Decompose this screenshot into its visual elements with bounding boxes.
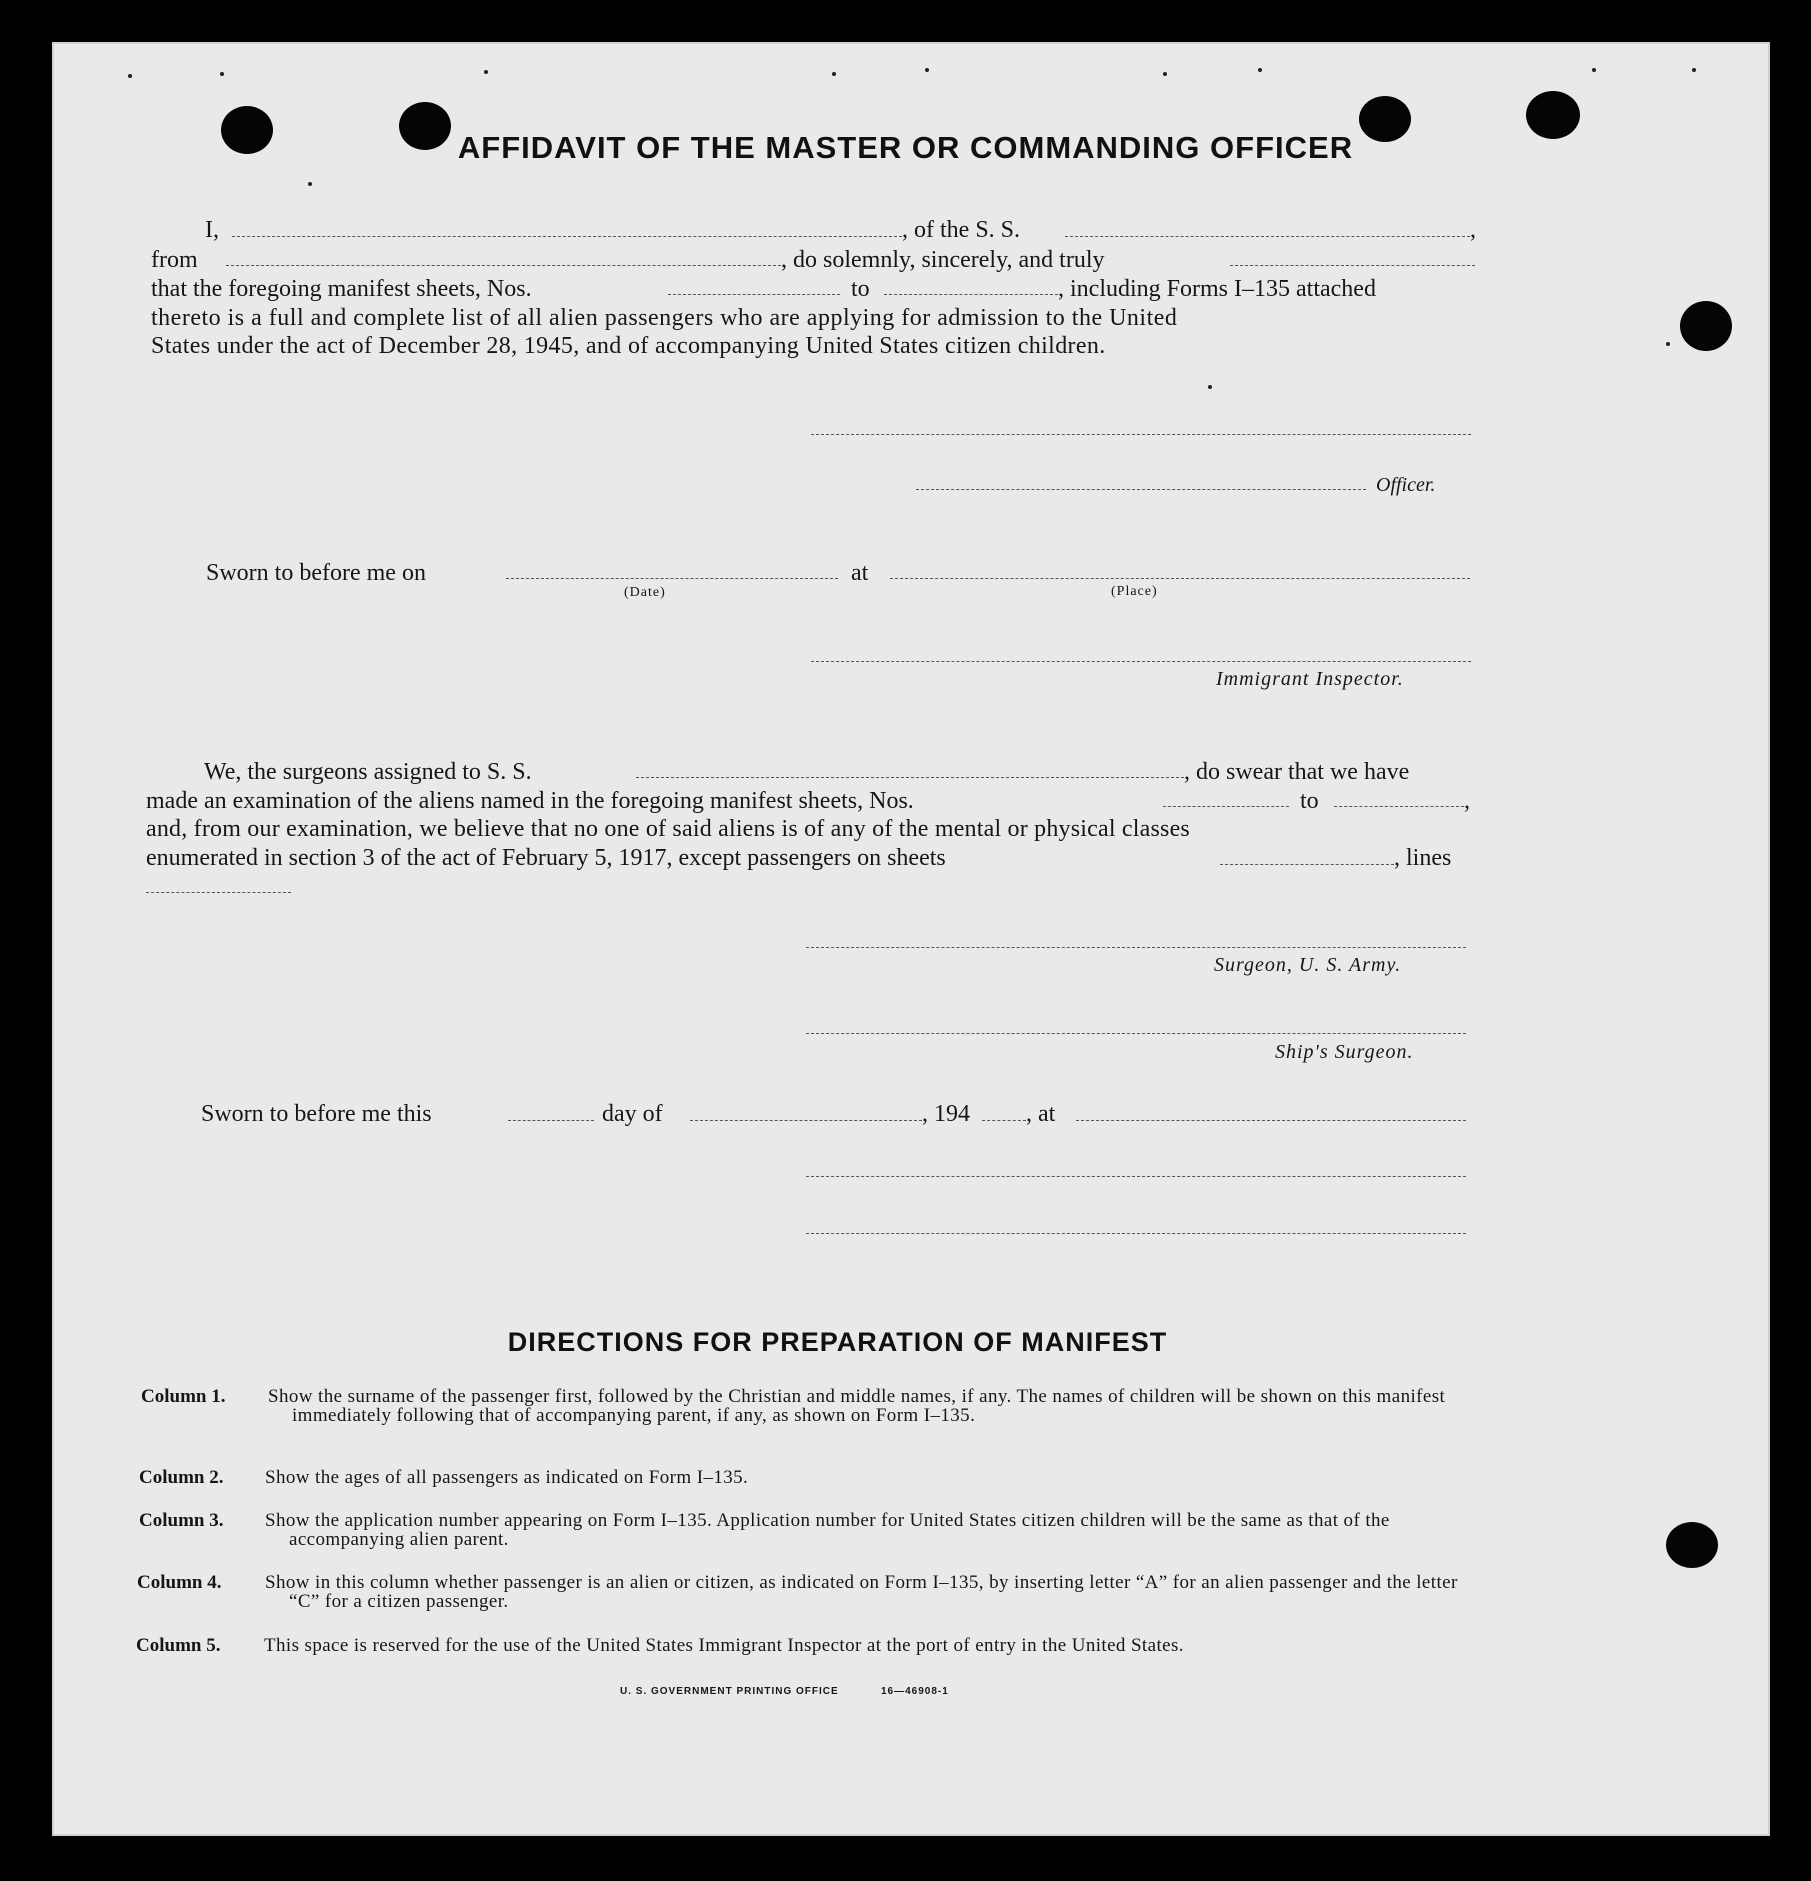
column-2-text: Show the ages of all passengers as indicated on Form I–135.: [265, 1467, 749, 1488]
column-5-label: Column 5.: [136, 1635, 221, 1656]
officer-title-line[interactable]: [916, 489, 1366, 490]
affidavit-text: thereto is a full and complete list of all alien passengers who are applying for admission to the United: [151, 305, 1178, 331]
sworn-text: at: [851, 560, 869, 586]
affidavit-text: from: [151, 247, 198, 273]
surgeons-text: to: [1300, 788, 1319, 814]
place-caption: (Place): [1111, 584, 1158, 599]
officer-label: Officer.: [1376, 474, 1436, 496]
speck: [1163, 72, 1167, 76]
inspector-signature-line[interactable]: [811, 661, 1471, 662]
surgeons-text: , do swear that we have: [1184, 759, 1410, 785]
surgeons-text: made an examination of the aliens named in the foregoing manifest sheets, Nos.: [146, 788, 914, 814]
ship-surgeon-label: Ship's Surgeon.: [1275, 1041, 1414, 1063]
speck: [925, 68, 929, 72]
column-4-text: Show in this column whether passenger is an alien or citizen, as indicated on Form I–135, by inserting letter “A” for an alien passenger and the letter “C” for a citizen passenger.: [265, 1572, 1458, 1612]
ship-surgeon-signature-line[interactable]: [806, 1033, 1466, 1034]
column-3-text: Show the application number appearing on Form I–135. Application number for United States citizen children will be the same as that of the accompanying alien parent.: [265, 1510, 1390, 1550]
surgeons-text: , lines: [1394, 845, 1452, 871]
surgeons-text: enumerated in section 3 of the act of February 5, 1917, except passengers on sheets: [146, 845, 946, 871]
speck: [1666, 342, 1670, 346]
speck: [308, 182, 312, 186]
affidavit-text: States under the act of December 28, 1945, and of accompanying United States citizen children.: [151, 333, 1106, 359]
surgeons-ship-blank[interactable]: [636, 777, 1184, 778]
sworn-text: Sworn to before me on: [206, 560, 426, 586]
affidavit-text: , of the S. S.: [902, 217, 1021, 243]
surgeons-sheet-to-blank[interactable]: [1334, 806, 1464, 807]
speck: [1208, 385, 1212, 389]
surgeons-sheet-from-blank[interactable]: [1163, 806, 1289, 807]
sworn2-text: day of: [602, 1101, 663, 1127]
surgeons-text: and, from our examination, we believe that no one of said aliens is of any of the mental or physical classes: [146, 816, 1190, 842]
army-surgeon-signature-line[interactable]: [806, 947, 1466, 948]
printer-imprint: U. S. GOVERNMENT PRINTING OFFICE: [620, 1686, 839, 1697]
affidavit-text: , do solemnly, sincerely, and truly: [781, 247, 1105, 273]
column-3-label: Column 3.: [139, 1510, 224, 1531]
affidavit-title: AFFIDAVIT OF THE MASTER OR COMMANDING OFFICER: [457, 130, 1354, 165]
speck: [1258, 68, 1262, 72]
sheet-to-blank[interactable]: [884, 294, 1058, 295]
surgeons-text: ,: [1464, 788, 1470, 814]
sworn2-month-blank[interactable]: [690, 1120, 922, 1121]
sworn2-text: Sworn to before me this: [201, 1101, 432, 1127]
affidavit-text: to: [851, 276, 870, 302]
sworn2-text: , at: [1026, 1101, 1056, 1127]
officer-signature-line[interactable]: [811, 434, 1471, 435]
directions-title: DIRECTIONS FOR PREPARATION OF MANIFEST: [507, 1327, 1168, 1357]
speck: [1592, 68, 1596, 72]
sheet-from-blank[interactable]: [668, 294, 840, 295]
speck: [128, 74, 132, 78]
sworn2-signature-line[interactable]: [806, 1176, 1466, 1177]
origin-blank[interactable]: [226, 265, 781, 266]
column-4-label: Column 4.: [137, 1572, 222, 1593]
sworn2-place-blank[interactable]: [1076, 1120, 1466, 1121]
column-1-text: Show the surname of the passenger first, followed by the Christian and middle names, if any. The names of children will be shown on this manifest immediately following that of accompanying parent, if any, as shown on Form I–135.: [268, 1386, 1446, 1426]
punch-hole: [1666, 1522, 1718, 1568]
affidavit-text: I,: [205, 217, 219, 243]
name-blank[interactable]: [232, 236, 902, 237]
sworn2-text: , 194: [922, 1101, 970, 1127]
column-1-label: Column 1.: [141, 1386, 226, 1407]
form-code: 16—46908-1: [881, 1686, 949, 1697]
army-surgeon-label: Surgeon, U. S. Army.: [1214, 954, 1402, 976]
speck: [832, 72, 836, 76]
affidavit-text: that the foregoing manifest sheets, Nos.: [151, 276, 532, 302]
sworn2-year-blank[interactable]: [982, 1120, 1026, 1121]
oath-blank[interactable]: [1230, 265, 1475, 266]
lines-blank[interactable]: [146, 892, 291, 893]
except-sheets-blank[interactable]: [1220, 864, 1394, 865]
sworn-date-blank[interactable]: [506, 578, 838, 579]
sworn-place-blank[interactable]: [890, 578, 1470, 579]
affidavit-text: , including Forms I–135 attached: [1058, 276, 1376, 302]
speck: [484, 70, 488, 74]
column-2-label: Column 2.: [139, 1467, 224, 1488]
sworn2-day-blank[interactable]: [508, 1120, 594, 1121]
speck: [220, 72, 224, 76]
surgeons-text: We, the surgeons assigned to S. S.: [204, 759, 532, 785]
punch-hole: [1680, 301, 1732, 351]
inspector-label: Immigrant Inspector.: [1216, 668, 1404, 690]
affidavit-text: ,: [1470, 217, 1476, 243]
speck: [1692, 68, 1696, 72]
column-5-text: This space is reserved for the use of the United States Immigrant Inspector at the port of entry in the United States.: [264, 1635, 1184, 1656]
date-caption: (Date): [624, 585, 666, 600]
sworn2-title-line[interactable]: [806, 1233, 1466, 1234]
ship-blank[interactable]: [1065, 236, 1470, 237]
